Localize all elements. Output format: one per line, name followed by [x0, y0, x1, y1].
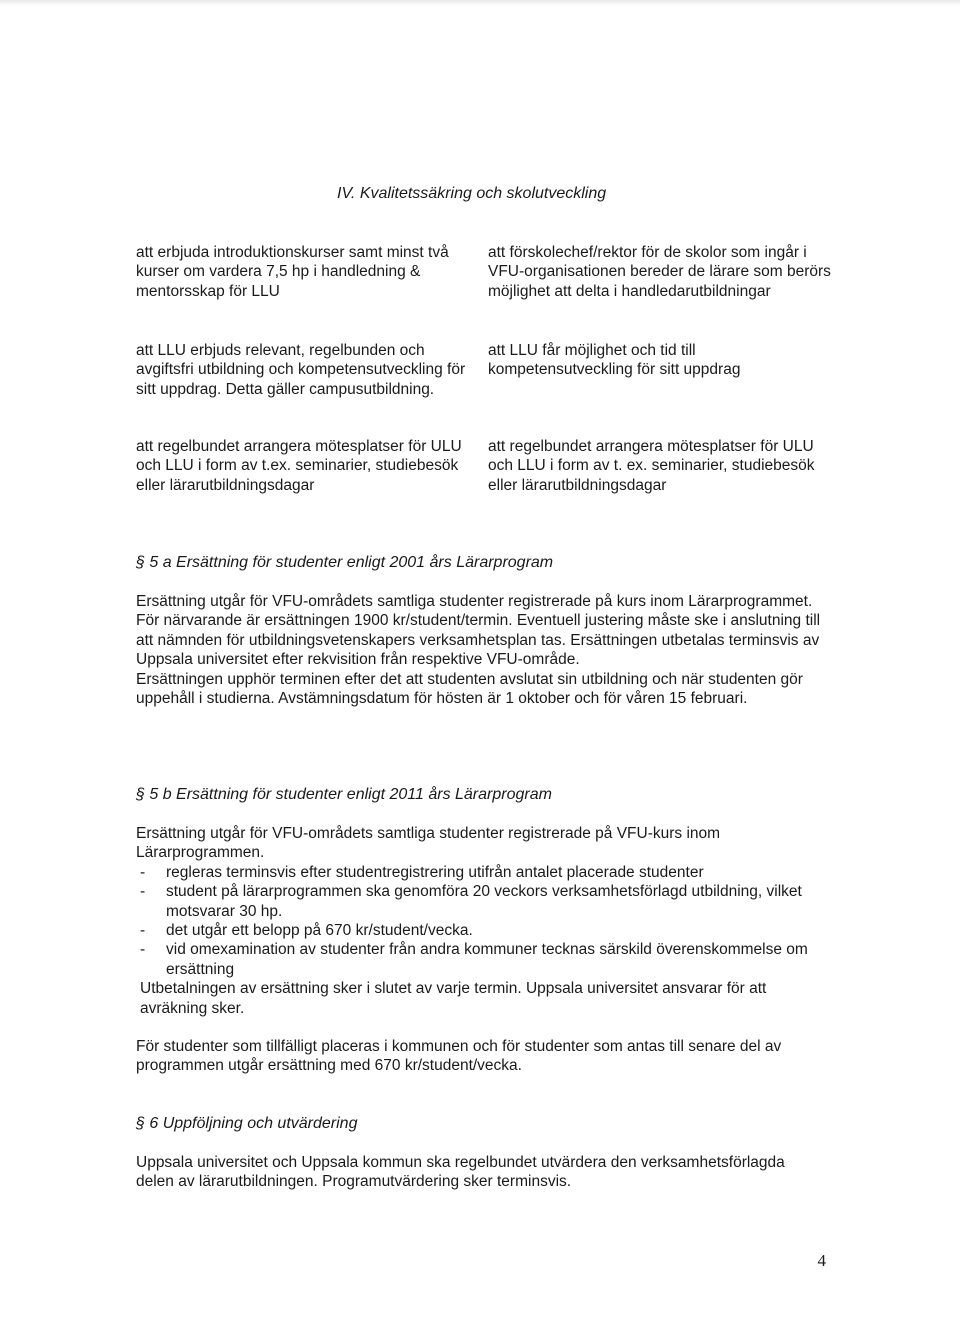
left-item-3: att regelbundet arrangera mötesplatser för ULU och LLU i form av t.ex. seminarier, studiebesök eller lärarutbildningsdagar [136, 438, 462, 494]
s5b-bullet-3: - det utgår ett belopp på 670 kr/student/vecka. [136, 921, 836, 940]
s5b-bullet-4: - vid omexamination av studenter från andra kommuner tecknas särskild överenskommelse om ersättning [136, 940, 836, 979]
right-item-3: att regelbundet arrangera mötesplatser för ULU och LLU i form av t. ex. seminarier, studiebesök eller lärarutbildningsdagar [488, 438, 815, 494]
heading-6: § 6 Uppföljning och utvärdering [136, 1115, 358, 1132]
page-number: 4 [817, 1251, 826, 1270]
section-5b-body [136, 824, 836, 1018]
heading-5b: § 5 b Ersättning för studenter enligt 2011 års Lärarprogram [136, 786, 552, 803]
s5b-bullet-2: - student på lärarprogrammen ska genomföra 20 veckors verksamhetsförlagd utbildning, vilket motsvarar 30 hp. [136, 882, 836, 921]
s6-text: Uppsala universitet och Uppsala kommun ska regelbundet utvärdera den verksamhetsförlagda delen av lärarutbildningen. Programutvärdering sker terminsvis. [136, 1154, 785, 1191]
s5a-paragraph-3: Ersättningen upphör terminen efter det att studenten avslutat sin utbildning och när studenten gör uppehåll i studierna. Avstämningsdatum för hösten är 1 oktober och för våren 15 februari. [136, 670, 803, 708]
s5b-intro: Ersättning utgår för VFU-områdets samtliga studenter registrerade på VFU-kurs inom Lärarprogrammen. [136, 825, 721, 862]
s5a-paragraph-1: Ersättning utgår för VFU-områdets samtliga studenter registrerade på kurs inom Lärarprogrammet. [136, 593, 813, 610]
right-item-2: att LLU får möjlighet och tid till kompetensutveckling för sitt uppdrag [488, 342, 741, 379]
s5a-paragraph-2: För närvarande är ersättningen 1900 kr/student/termin. Eventuell justering måste ske i anslutning till att nämnden för utbildningsvetenskapers verksamhetsplan tas. Ersättningen utbetalas terminsvis av Uppsala universitet efter rekvisition från respektive VFU-område. [136, 612, 821, 669]
section-5a-body [136, 592, 836, 708]
s5b-bullet-list [136, 863, 836, 979]
left-item-2: att LLU erbjuds relevant, regelbunden och avgiftsfri utbildning och kompetensutveckling för sitt uppdrag. Detta gäller campusutbildning. [136, 342, 466, 398]
scan-edge [0, 0, 960, 6]
s5b-temporary: För studenter som tillfälligt placeras i kommunen och för studenter som antas till senare del av programmen utgår ersättning med 670 kr/student/vecka. [136, 1038, 782, 1075]
s5b-bullet-1: - regleras terminsvis efter studentregistrering utifrån antalet placerade studenter [136, 863, 836, 882]
right-item-1: att förskolechef/rektor för de skolor som ingår i VFU-organisationen bereder de lärare som berörs möjlighet att delta i handledarutbildningar [488, 244, 831, 300]
left-item-1: att erbjuda introduktionskurser samt minst två kurser om vardera 7,5 hp i handledning & mentorsskap för LLU [136, 244, 449, 300]
section-title: IV. Kvalitetssäkring och skolutveckling [337, 185, 607, 202]
s5b-payment: Utbetalningen av ersättning sker i slutet av varje termin. Uppsala universitet ansvarar för att avräkning sker. [140, 980, 767, 1017]
heading-5a: § 5 a Ersättning för studenter enligt 2001 års Lärarprogram [136, 554, 554, 571]
